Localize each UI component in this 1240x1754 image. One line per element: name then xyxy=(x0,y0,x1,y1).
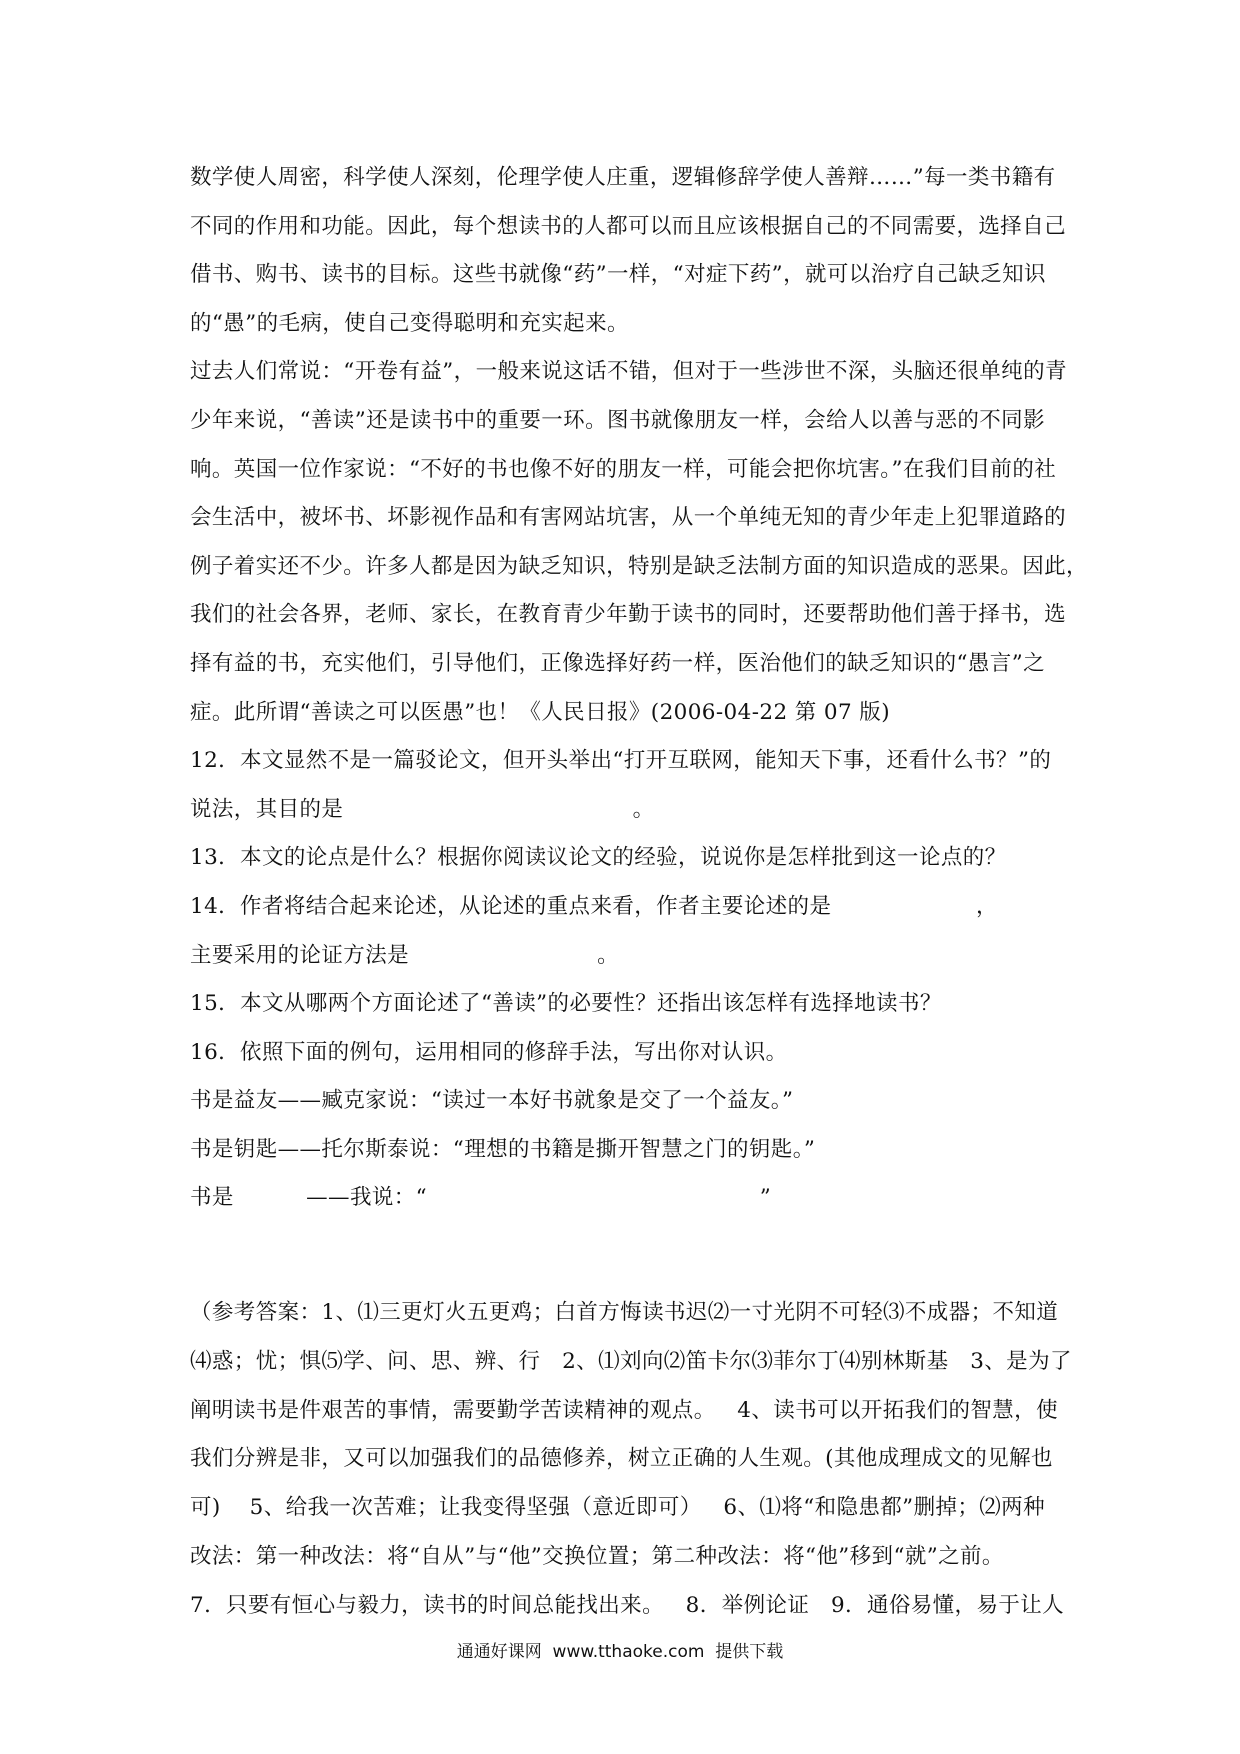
question-12-line: 12．本文显然不是一篇驳论文，但开头举出“打开互联网，能知天下事，还看什么书？”的 xyxy=(190,748,1052,774)
passage-line: 借书、购书、读书的目标。这些书就像“药”一样，“对症下药”，就可以治疗自己缺乏知识 xyxy=(190,262,1046,288)
passage-line: 响。英国一位作家说：“不好的书也像不好的朋友一样，可能会把你坑害。”在我们目前的社 xyxy=(190,456,1057,482)
example-sentence-2: 书是钥匙——托尔斯泰说：“理想的书籍是撕开智慧之门的钥匙。” xyxy=(190,1136,816,1162)
passage-line: 少年来说，“善读”还是读书中的重要一环。图书就像朋友一样，会给人以善与恶的不同影 xyxy=(190,407,1045,433)
answer-key-line: （参考答案：1、⑴三更灯火五更鸡；白首方悔读书迟⑵一寸光阴不可轻⑶不成器；不知道 xyxy=(190,1300,1059,1326)
example-sentence-1: 书是益友——臧克家说：“读过一本好书就象是交了一个益友。” xyxy=(190,1088,794,1114)
answer-key-line: 7．只要有恒心与毅力，读书的时间总能找出来。 8．举例论证 9．通俗易懂，易于让人 xyxy=(190,1592,1065,1618)
answer-key-section xyxy=(190,1289,1072,1631)
passage-line: 数学使人周密，科学使人深刻，伦理学使人庄重，逻辑修辞学使人善辩……”每一类书籍有 xyxy=(190,165,1056,190)
answer-key-line: ⑷惑；忧；惧⑸学、问、思、辨、行 2、⑴刘向⑵笛卡尔⑶菲尔丁⑷别林斯基 3、是为了 xyxy=(190,1348,1072,1374)
passage-line: 不同的作用和功能。因此，每个想读书的人都可以而且应该根据自己的不同需要，选择自己 xyxy=(190,213,1067,239)
fill-in-sentence: 书是 ——我说：“ ” xyxy=(190,1185,772,1211)
passage-line: 的“愚”的毛病，使自己变得聪明和充实起来。 xyxy=(190,310,629,336)
passage-line: 我们的社会各界，老师、家长，在教育青少年勤于读书的同时，还要帮助他们善于择书，选 xyxy=(190,602,1067,628)
questions-section xyxy=(190,737,1060,1223)
answer-key-line: 可) 5、给我一次苦难；让我变得坚强（意近即可） 6、⑴将“和隐患都”删掉；⑵两种 xyxy=(190,1495,1045,1521)
question-14-line: 14．作者将结合起来论述，从论述的重点来看，作者主要论述的是 ， xyxy=(190,893,998,919)
question-12-answer-line: 说法，其目的是 。 xyxy=(190,796,655,822)
question-15-line: 15．本文从哪两个方面论述了“善读”的必要性？还指出该怎样有选择地读书？ xyxy=(190,991,942,1017)
question-14-answer-line: 主要采用的论证方法是 。 xyxy=(190,942,619,968)
passage-line: 择有益的书，充实他们，引导他们，正像选择好药一样，医治他们的缺乏知识的“愚言”之 xyxy=(190,650,1045,676)
passage-line: 症。此所谓“善读之可以医愚”也！《人民日报》(2006-04-22 第 07 版) xyxy=(190,699,890,725)
passage-line: 会生活中，被坏书、坏影视作品和有害网站坑害，从一个单纯无知的青少年走上犯罪道路的 xyxy=(190,505,1067,531)
page-footer: 通通好课网 www.tthaoke.com 提供下载 xyxy=(456,1642,784,1662)
passage-line: 过去人们常说：“开卷有益”，一般来说这话不错，但对于一些涉世不深，头脑还很单纯的青 xyxy=(190,359,1067,385)
answer-key-line: 阐明读书是件艰苦的事情，需要勤学苦读精神的观点。 4、读书可以开拓我们的智慧，使 xyxy=(190,1397,1058,1423)
answer-key-line: 改法：第一种改法：将“自从”与“他”交换位置；第二种改法：将“他”移到“就”之前。 xyxy=(190,1544,1004,1570)
passage-section xyxy=(190,154,1088,737)
section-gap xyxy=(190,1223,1060,1289)
passage-line: 例子着实还不少。许多人都是因为缺乏知识，特别是缺乏法制方面的知识造成的恶果。因此， xyxy=(190,553,1088,579)
question-13-line: 13．本文的论点是什么？根据你阅读议论文的经验，说说你是怎样批到这一论点的？ xyxy=(190,845,1007,871)
answer-key-line: 我们分辨是非，又可以加强我们的品德修养，树立正确的人生观。(其他成理成文的见解也 xyxy=(190,1446,1053,1472)
question-16-line: 16．依照下面的例句，运用相同的修辞手法，写出你对认识。 xyxy=(190,1039,788,1065)
document-body xyxy=(190,154,1088,1631)
